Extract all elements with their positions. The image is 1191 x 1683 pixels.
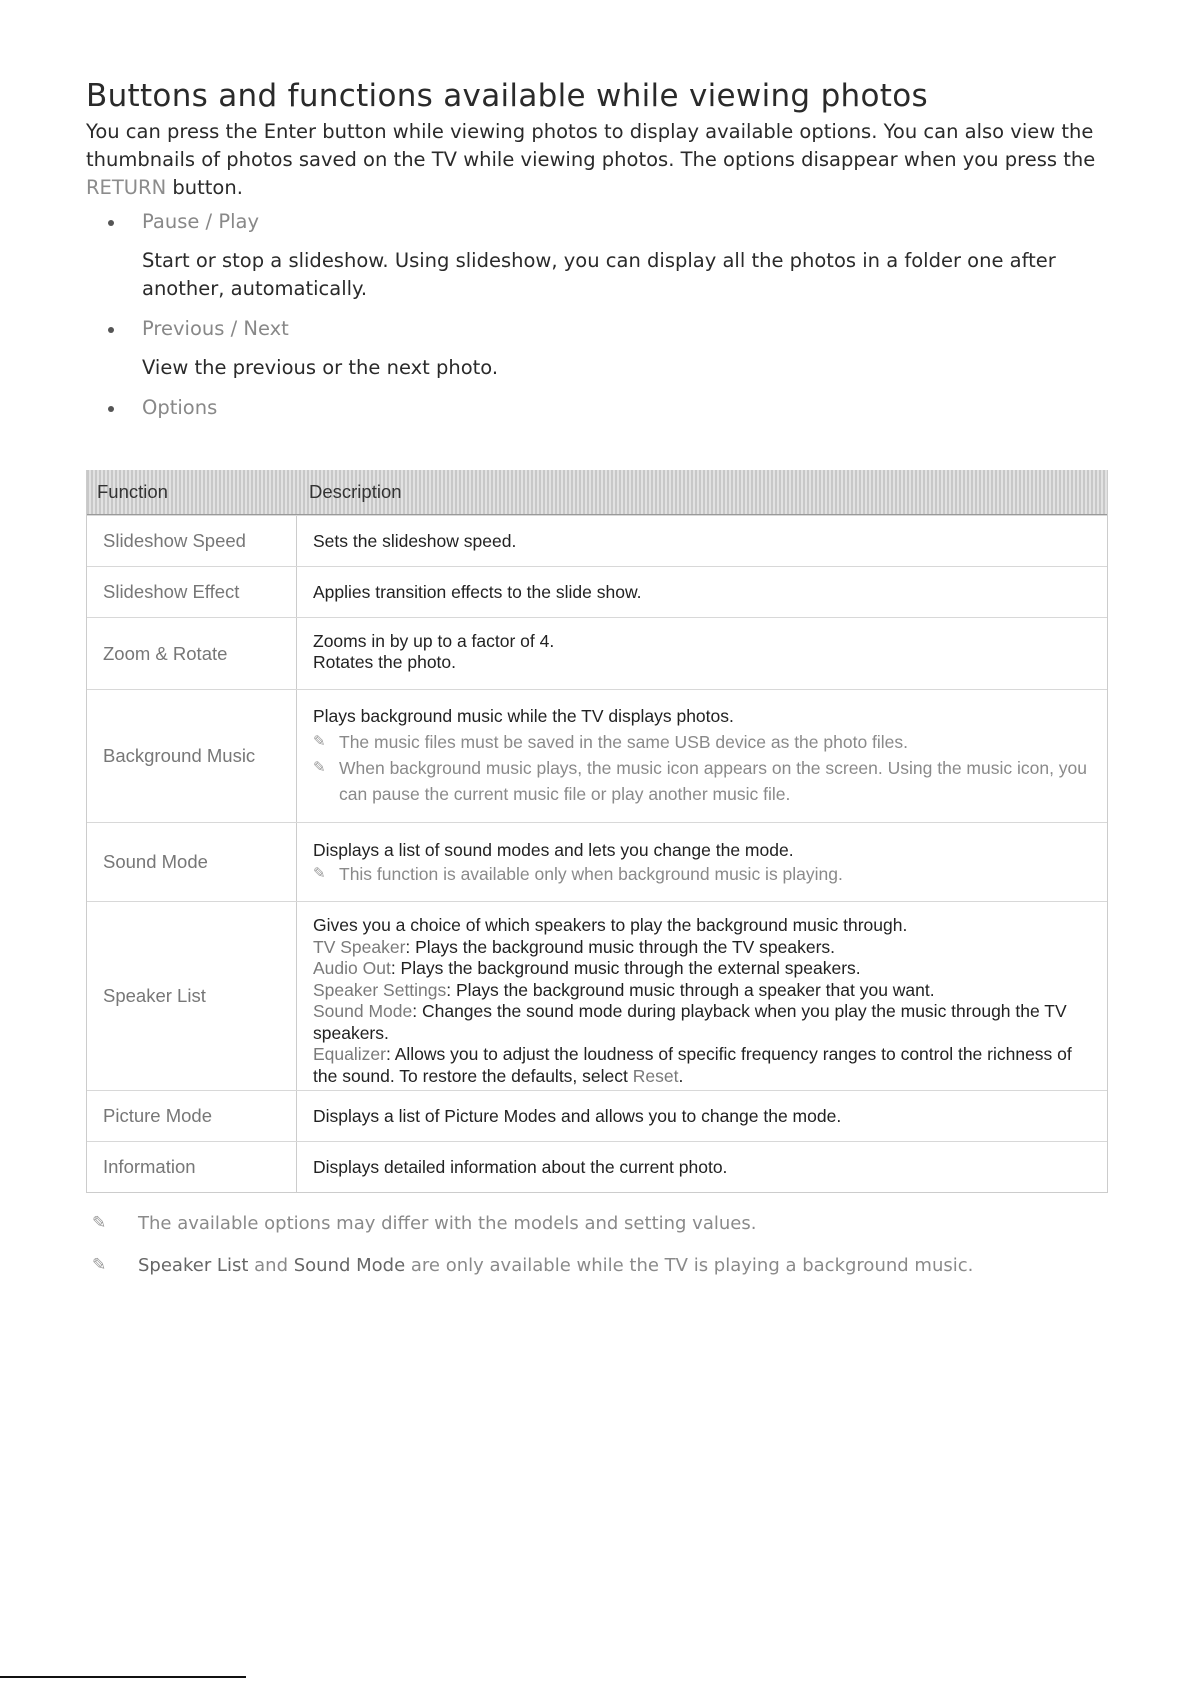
reset-label: Reset [632,1065,679,1086]
row-description [297,902,1107,1090]
row-function: Sound Mode [87,823,297,901]
table-row [87,901,1107,1090]
sound-mode-ref: Sound Mode [293,1255,406,1276]
option-previous-next [86,315,1116,382]
desc-line: Plays background music while the TV displays photos. [313,706,734,726]
row-description [297,690,1107,822]
pen-icon: ✎ [313,759,326,776]
speaker-list-ref: Speaker List [138,1255,249,1276]
speaker-item [313,1001,1095,1044]
table-header [87,470,1107,515]
table-row [87,515,1107,566]
pen-icon: ✎ [313,733,326,750]
table-row [87,689,1107,822]
footnote-1 [86,1213,1116,1234]
intro-paragraph [86,118,1116,202]
row-function: Speaker List [87,902,297,1090]
row-function: Picture Mode [87,1091,297,1141]
item-text: : Plays the background music through the TV speakers. [405,936,836,957]
row-function: Zoom & Rotate [87,618,297,689]
footnote-text: The available options may differ with the models and setting values. [138,1213,757,1234]
row-function: Slideshow Speed [87,516,297,566]
pen-icon: ✎ [92,1213,107,1233]
option-pause-play [86,208,1116,303]
row-description [297,823,1107,901]
bullet-dot-icon [108,220,114,226]
bullet-dot-icon [108,327,114,333]
row-function: Information [87,1142,297,1192]
note-text: When background music plays, the music icon appears on the screen. Using the music icon, you can pause the current music file or play another music file. [339,758,1088,804]
item-label: Audio Out [313,958,391,978]
desc-line: Zooms in by up to a factor of 4. [313,631,555,651]
option-desc: View the previous or the next photo. [142,356,499,379]
footnote-2 [86,1255,1116,1276]
item-text: : Changes the sound mode during playback when you play the music through the TV speakers. [313,1001,1067,1043]
row-description: Sets the slideshow speed. [313,530,517,551]
option-desc: Start or stop a slideshow. Using slideshow, you can display all the photos in a folder one after another, automatically. [142,249,1056,300]
bullet-dot-icon [108,406,114,412]
bottom-rule [0,1676,246,1678]
item-text: . [678,1065,684,1086]
desc-line: Displays a list of sound modes and lets you change the mode. [313,840,794,860]
option-title: Previous / Next [142,317,289,340]
options-list [86,208,1116,422]
footnote-text [138,1255,973,1276]
item-label: Equalizer [313,1044,386,1064]
row-function: Background Music [87,690,297,822]
option-title: Options [142,396,218,419]
row-description [297,618,1107,689]
speaker-item [313,980,1095,1002]
option-title: Pause / Play [142,210,259,233]
table-row [87,617,1107,689]
speaker-item [313,958,1095,980]
option-options [86,394,1116,422]
page-content [86,78,1116,1276]
options-table [86,470,1108,1193]
speaker-item [313,937,1095,959]
item-text: : Plays the background music through the external speakers. [390,958,861,978]
table-row [87,822,1107,901]
note-text: The music files must be saved in the same USB device as the photo files. [339,732,909,752]
pen-icon: ✎ [313,865,326,882]
intro-text-1: You can press the Enter button while viewing photos to display available options. You can also view the thumbnails of photos saved on the TV while viewing photos. The options disappear when you press the [86,120,1096,171]
item-text: : Plays the background music through a speaker that you want. [446,979,935,1000]
row-description: Displays a list of Picture Modes and allows you to change the mode. [313,1105,842,1126]
table-row [87,1141,1107,1192]
footnote-fragment: and [248,1255,294,1276]
intro-text-2: button. [166,176,243,199]
desc-line: Gives you a choice of which speakers to play the background music through. [313,915,908,935]
page-title: Buttons and functions available while viewing photos [86,78,928,114]
desc-line: Rotates the photo. [313,652,457,672]
item-label: Sound Mode [313,1001,413,1021]
item-text: : Allows you to adjust the loudness of specific frequency ranges to control the richness of the sound. To restore the defaults, select [313,1044,1072,1086]
table-row [87,566,1107,617]
header-description: Description [309,481,402,502]
header-function: Function [97,481,168,502]
return-button-label: RETURN [86,176,167,199]
pen-icon: ✎ [92,1255,107,1275]
row-function: Slideshow Effect [87,567,297,617]
table-row [87,1090,1107,1141]
item-label: Speaker Settings [313,979,447,1000]
speaker-item [313,1044,1095,1087]
row-description: Displays detailed information about the current photo. [313,1156,728,1177]
row-description: Applies transition effects to the slide show. [313,581,642,602]
footnote-fragment: are only available while the TV is playing a background music. [405,1255,974,1276]
item-label: TV Speaker [313,936,406,957]
note-text: This function is available only when background music is playing. [339,864,843,884]
